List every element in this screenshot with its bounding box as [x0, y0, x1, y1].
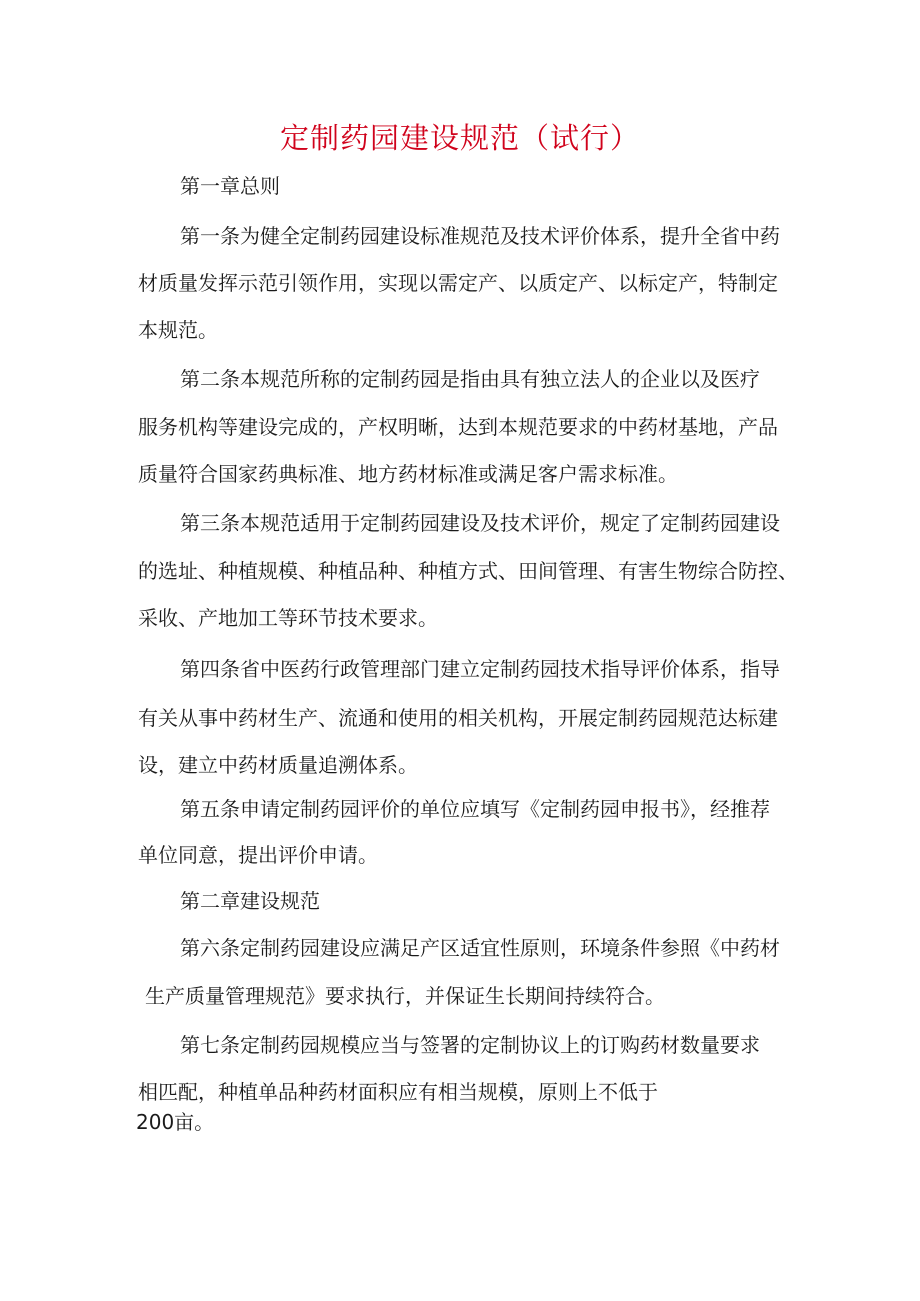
paragraph-line: 采收、产地加工等环节技术要求。	[138, 606, 438, 630]
paragraph-line: 设，建立中药材质量追溯体系。	[138, 753, 418, 777]
paragraph-line: 质量符合国家药典标准、地方药材标准或满足客户需求标准。	[138, 462, 678, 486]
paragraph-line: 相匹配，种植单品种药材面积应有相当规模，原则上不低于	[138, 1080, 658, 1104]
paragraph-line: 第二条本规范所称的定制药园是指由具有独立法人的企业以及医疗	[180, 367, 760, 391]
paragraph-line: 材质量发挥示范引领作用，实现以需定产、以质定产、以标定产，特制定	[138, 271, 778, 295]
paragraph-line: 的选址、种植规模、种植品种、种植方式、田间管理、有害生物综合防控、	[138, 559, 798, 583]
chapter-heading: 第一章总则	[180, 174, 280, 198]
paragraph-line: 200亩。	[136, 1110, 215, 1134]
document-title: 定制药园建设规范（试行）	[279, 121, 640, 155]
chapter-heading: 第二章建设规范	[180, 889, 320, 913]
paragraph-line: 第五条申请定制药园评价的单位应填写《定制药园申报书》，经推荐	[180, 797, 770, 821]
paragraph-line: 第四条省中医药行政管理部门建立定制药园技术指导评价体系，指导	[180, 657, 780, 681]
paragraph-line: 服务机构等建设完成的，产权明晰，达到本规范要求的中药材基地，产品	[138, 415, 778, 439]
paragraph-line: 生产质量管理规范》要求执行，并保证生长期间持续符合。	[145, 984, 665, 1008]
paragraph-line: 第一条为健全定制药园建设标准规范及技术评价体系，提升全省中药	[180, 224, 780, 248]
paragraph-line: 第七条定制药园规模应当与签署的定制协议上的订购药材数量要求	[180, 1033, 760, 1057]
paragraph-line: 第三条本规范适用于定制药园建设及技术评价，规定了定制药园建设	[180, 511, 780, 535]
paragraph-line: 本规范。	[138, 318, 218, 342]
paragraph-line: 有关从事中药材生产、流通和使用的相关机构，开展定制药园规范达标建	[138, 706, 778, 730]
paragraph-line: 第六条定制药园建设应满足产区适宜性原则，环境条件参照《中药材	[180, 936, 780, 960]
paragraph-line: 单位同意，提出评价申请。	[138, 843, 378, 867]
